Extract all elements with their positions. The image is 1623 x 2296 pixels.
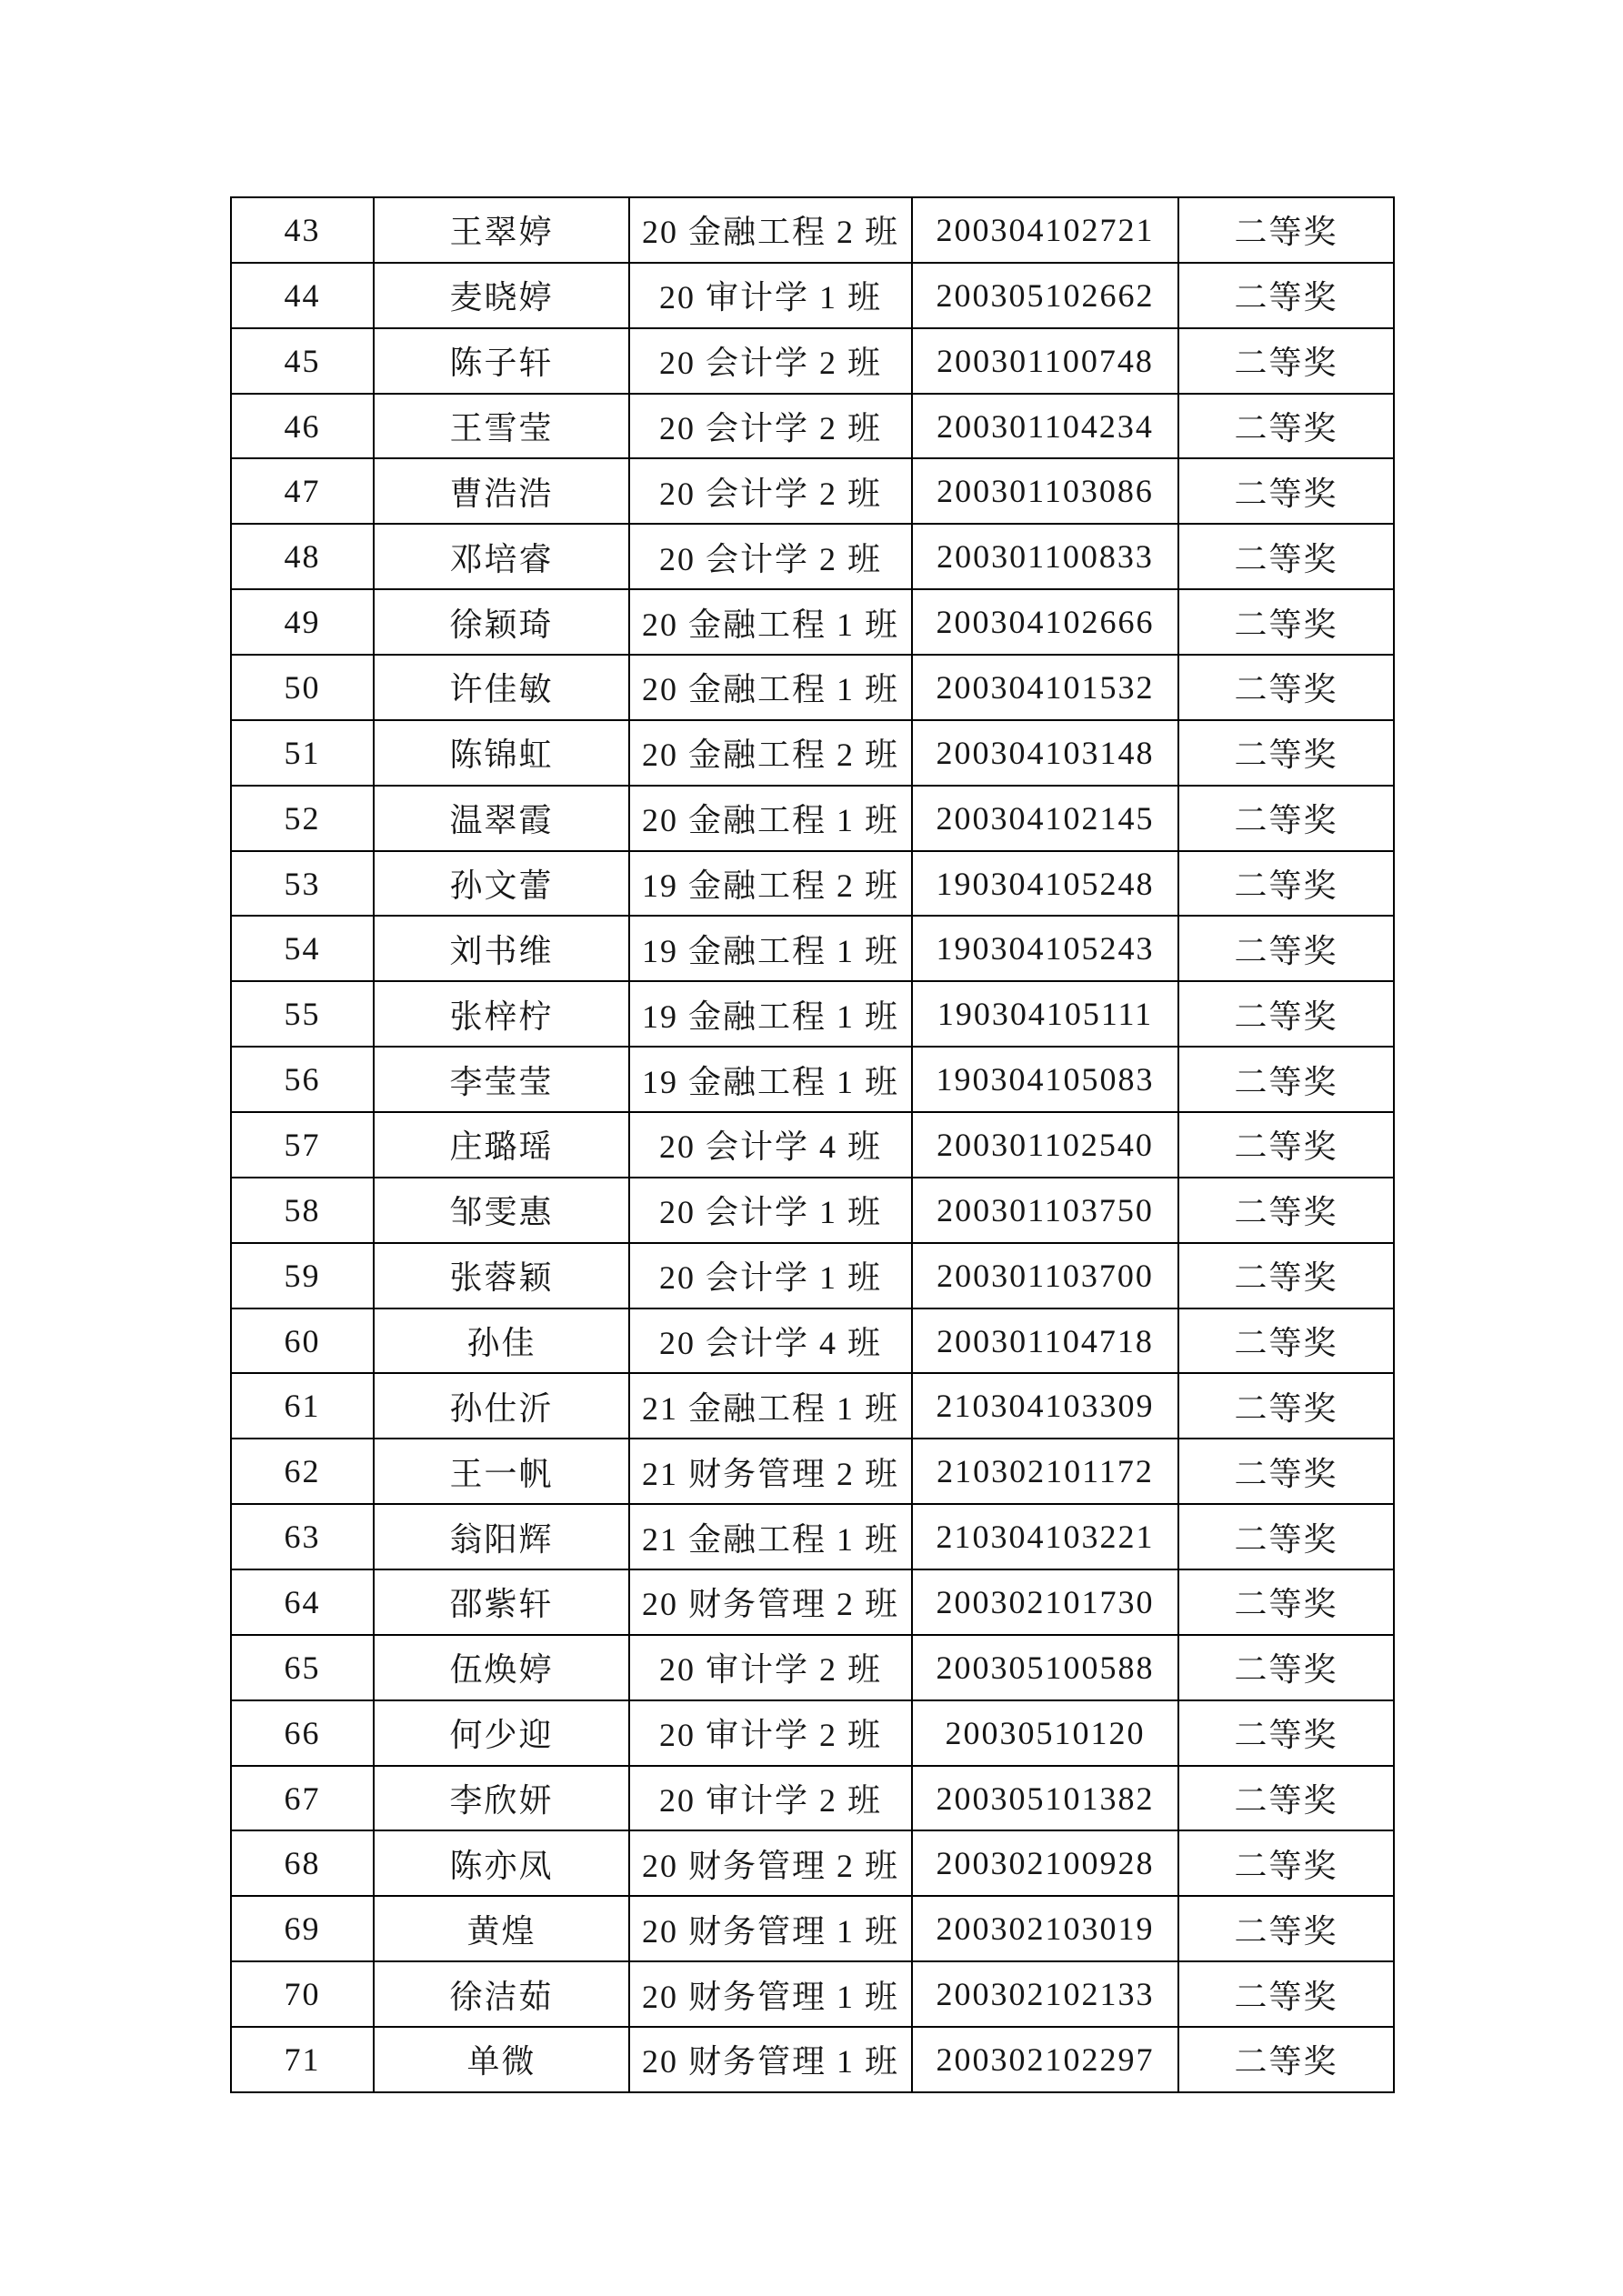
cell-student-name: 黄煌	[374, 1896, 629, 1961]
table-row	[231, 1178, 1394, 1243]
cell-student-name: 张梓柠	[374, 981, 629, 1047]
cell-serial-number: 65	[231, 1635, 374, 1700]
cell-award: 二等奖	[1178, 1178, 1394, 1243]
cell-student-id: 200302102133	[912, 1961, 1178, 2027]
cell-award: 二等奖	[1178, 589, 1394, 655]
cell-award: 二等奖	[1178, 1766, 1394, 1831]
cell-award: 二等奖	[1178, 720, 1394, 786]
cell-award: 二等奖	[1178, 1439, 1394, 1504]
cell-student-id: 210304103309	[912, 1373, 1178, 1439]
cell-serial-number: 48	[231, 524, 374, 589]
table-row	[231, 1766, 1394, 1831]
cell-award: 二等奖	[1178, 394, 1394, 459]
cell-class: 19 金融工程 1 班	[629, 981, 912, 1047]
cell-student-name: 王翠婷	[374, 197, 629, 263]
cell-class: 19 金融工程 2 班	[629, 851, 912, 917]
cell-student-id: 200301103750	[912, 1178, 1178, 1243]
cell-student-id: 210302101172	[912, 1439, 1178, 1504]
cell-student-name: 麦晓婷	[374, 263, 629, 328]
cell-student-id: 200301100833	[912, 524, 1178, 589]
cell-student-id: 200304102666	[912, 589, 1178, 655]
cell-serial-number: 49	[231, 589, 374, 655]
cell-class: 21 金融工程 1 班	[629, 1504, 912, 1569]
cell-student-id: 200301100748	[912, 328, 1178, 394]
cell-student-name: 孙佳	[374, 1308, 629, 1374]
cell-student-id: 190304105083	[912, 1047, 1178, 1112]
cell-serial-number: 59	[231, 1243, 374, 1308]
cell-serial-number: 53	[231, 851, 374, 917]
cell-class: 20 金融工程 1 班	[629, 655, 912, 720]
cell-student-id: 200305101382	[912, 1766, 1178, 1831]
cell-student-name: 单微	[374, 2027, 629, 2092]
cell-award: 二等奖	[1178, 851, 1394, 917]
cell-student-name: 李莹莹	[374, 1047, 629, 1112]
cell-student-name: 许佳敏	[374, 655, 629, 720]
table-row	[231, 524, 1394, 589]
cell-class: 20 金融工程 1 班	[629, 589, 912, 655]
cell-student-id: 210304103221	[912, 1504, 1178, 1569]
table-row	[231, 916, 1394, 981]
cell-serial-number: 63	[231, 1504, 374, 1569]
cell-student-id: 200302102297	[912, 2027, 1178, 2092]
cell-award: 二等奖	[1178, 1112, 1394, 1178]
table-row	[231, 1112, 1394, 1178]
table-row	[231, 1439, 1394, 1504]
cell-student-id: 200305102662	[912, 263, 1178, 328]
cell-award: 二等奖	[1178, 2027, 1394, 2092]
cell-student-name: 邓培睿	[374, 524, 629, 589]
cell-class: 21 财务管理 2 班	[629, 1439, 912, 1504]
cell-award: 二等奖	[1178, 1047, 1394, 1112]
cell-serial-number: 56	[231, 1047, 374, 1112]
cell-award: 二等奖	[1178, 1373, 1394, 1439]
cell-class: 20 金融工程 2 班	[629, 197, 912, 263]
table-row	[231, 197, 1394, 263]
cell-student-name: 王雪莹	[374, 394, 629, 459]
cell-serial-number: 44	[231, 263, 374, 328]
cell-student-name: 邹雯惠	[374, 1178, 629, 1243]
cell-student-id: 200301104718	[912, 1308, 1178, 1374]
table-row	[231, 328, 1394, 394]
cell-student-name: 徐洁茹	[374, 1961, 629, 2027]
cell-serial-number: 68	[231, 1830, 374, 1896]
cell-student-name: 王一帆	[374, 1439, 629, 1504]
cell-student-id: 200304103148	[912, 720, 1178, 786]
cell-class: 20 财务管理 1 班	[629, 2027, 912, 2092]
cell-student-name: 邵紫轩	[374, 1569, 629, 1635]
cell-student-id: 190304105248	[912, 851, 1178, 917]
cell-award: 二等奖	[1178, 1569, 1394, 1635]
cell-serial-number: 60	[231, 1308, 374, 1374]
cell-award: 二等奖	[1178, 1504, 1394, 1569]
table-row	[231, 786, 1394, 851]
cell-student-id: 20030510120	[912, 1700, 1178, 1766]
cell-award: 二等奖	[1178, 981, 1394, 1047]
cell-serial-number: 45	[231, 328, 374, 394]
cell-class: 20 会计学 2 班	[629, 458, 912, 524]
cell-student-id: 200302101730	[912, 1569, 1178, 1635]
cell-class: 20 会计学 2 班	[629, 394, 912, 459]
cell-class: 20 审计学 2 班	[629, 1766, 912, 1831]
cell-award: 二等奖	[1178, 1243, 1394, 1308]
cell-serial-number: 57	[231, 1112, 374, 1178]
cell-class: 20 财务管理 2 班	[629, 1830, 912, 1896]
cell-award: 二等奖	[1178, 458, 1394, 524]
cell-award: 二等奖	[1178, 786, 1394, 851]
cell-class: 20 财务管理 2 班	[629, 1569, 912, 1635]
cell-student-id: 200302103019	[912, 1896, 1178, 1961]
cell-student-id: 200301103086	[912, 458, 1178, 524]
table-row	[231, 263, 1394, 328]
cell-class: 20 金融工程 1 班	[629, 786, 912, 851]
cell-class: 20 会计学 2 班	[629, 524, 912, 589]
cell-serial-number: 47	[231, 458, 374, 524]
table-row	[231, 1896, 1394, 1961]
cell-student-name: 陈子轩	[374, 328, 629, 394]
table-row	[231, 720, 1394, 786]
table-row	[231, 1569, 1394, 1635]
cell-award: 二等奖	[1178, 655, 1394, 720]
table-row	[231, 1700, 1394, 1766]
table-row	[231, 1504, 1394, 1569]
table-row	[231, 2027, 1394, 2092]
cell-student-name: 孙文蕾	[374, 851, 629, 917]
table-row	[231, 1373, 1394, 1439]
cell-award: 二等奖	[1178, 1896, 1394, 1961]
cell-class: 20 会计学 4 班	[629, 1112, 912, 1178]
cell-award: 二等奖	[1178, 1830, 1394, 1896]
cell-serial-number: 54	[231, 916, 374, 981]
cell-student-id: 200301102540	[912, 1112, 1178, 1178]
cell-student-name: 曹浩浩	[374, 458, 629, 524]
awards-table-body	[231, 197, 1394, 2092]
cell-student-id: 200304102145	[912, 786, 1178, 851]
table-row	[231, 1308, 1394, 1374]
cell-class: 20 审计学 1 班	[629, 263, 912, 328]
cell-serial-number: 52	[231, 786, 374, 851]
cell-student-id: 200302100928	[912, 1830, 1178, 1896]
cell-class: 20 会计学 4 班	[629, 1308, 912, 1374]
cell-award: 二等奖	[1178, 197, 1394, 263]
cell-student-id: 200301103700	[912, 1243, 1178, 1308]
cell-class: 21 金融工程 1 班	[629, 1373, 912, 1439]
cell-student-name: 温翠霞	[374, 786, 629, 851]
cell-class: 20 审计学 2 班	[629, 1700, 912, 1766]
cell-class: 19 金融工程 1 班	[629, 916, 912, 981]
cell-student-name: 孙仕沂	[374, 1373, 629, 1439]
cell-serial-number: 62	[231, 1439, 374, 1504]
cell-student-name: 伍焕婷	[374, 1635, 629, 1700]
cell-serial-number: 69	[231, 1896, 374, 1961]
cell-award: 二等奖	[1178, 916, 1394, 981]
cell-award: 二等奖	[1178, 328, 1394, 394]
cell-award: 二等奖	[1178, 1308, 1394, 1374]
table-row	[231, 1047, 1394, 1112]
table-row	[231, 589, 1394, 655]
cell-award: 二等奖	[1178, 524, 1394, 589]
cell-serial-number: 46	[231, 394, 374, 459]
cell-serial-number: 70	[231, 1961, 374, 2027]
cell-serial-number: 51	[231, 720, 374, 786]
cell-student-name: 陈锦虹	[374, 720, 629, 786]
cell-student-name: 徐颖琦	[374, 589, 629, 655]
cell-serial-number: 64	[231, 1569, 374, 1635]
cell-student-name: 张蓉颖	[374, 1243, 629, 1308]
cell-student-id: 190304105243	[912, 916, 1178, 981]
cell-award: 二等奖	[1178, 1700, 1394, 1766]
table-row	[231, 1961, 1394, 2027]
cell-class: 20 金融工程 2 班	[629, 720, 912, 786]
table-row	[231, 851, 1394, 917]
cell-serial-number: 67	[231, 1766, 374, 1831]
cell-serial-number: 71	[231, 2027, 374, 2092]
table-row	[231, 1830, 1394, 1896]
cell-student-id: 200304102721	[912, 197, 1178, 263]
cell-class: 20 财务管理 1 班	[629, 1896, 912, 1961]
cell-student-name: 陈亦凤	[374, 1830, 629, 1896]
cell-class: 19 金融工程 1 班	[629, 1047, 912, 1112]
cell-student-id: 200304101532	[912, 655, 1178, 720]
cell-student-name: 何少迎	[374, 1700, 629, 1766]
table-row	[231, 394, 1394, 459]
cell-class: 20 会计学 2 班	[629, 328, 912, 394]
cell-student-id: 200301104234	[912, 394, 1178, 459]
cell-student-name: 李欣妍	[374, 1766, 629, 1831]
table-row	[231, 655, 1394, 720]
cell-award: 二等奖	[1178, 1635, 1394, 1700]
cell-serial-number: 43	[231, 197, 374, 263]
cell-student-id: 200305100588	[912, 1635, 1178, 1700]
cell-award: 二等奖	[1178, 1961, 1394, 2027]
cell-class: 20 会计学 1 班	[629, 1178, 912, 1243]
cell-class: 20 会计学 1 班	[629, 1243, 912, 1308]
cell-student-name: 刘书维	[374, 916, 629, 981]
cell-serial-number: 61	[231, 1373, 374, 1439]
cell-student-name: 翁阳辉	[374, 1504, 629, 1569]
awards-table	[230, 196, 1395, 2093]
cell-serial-number: 50	[231, 655, 374, 720]
cell-award: 二等奖	[1178, 263, 1394, 328]
cell-class: 20 审计学 2 班	[629, 1635, 912, 1700]
table-row	[231, 458, 1394, 524]
cell-class: 20 财务管理 1 班	[629, 1961, 912, 2027]
cell-student-id: 190304105111	[912, 981, 1178, 1047]
cell-serial-number: 58	[231, 1178, 374, 1243]
table-row	[231, 1635, 1394, 1700]
cell-student-name: 庄璐瑶	[374, 1112, 629, 1178]
table-row	[231, 981, 1394, 1047]
table-row	[231, 1243, 1394, 1308]
cell-serial-number: 66	[231, 1700, 374, 1766]
cell-serial-number: 55	[231, 981, 374, 1047]
